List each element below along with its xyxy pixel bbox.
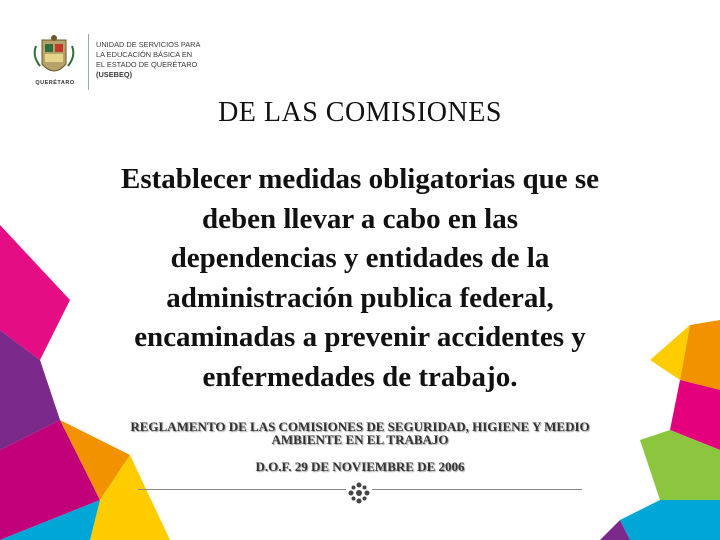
- header-divider: [88, 34, 89, 90]
- gov-name: QUERÉTARO: [35, 80, 75, 86]
- right-shape-5: [620, 500, 720, 540]
- citation-line: AMBIENTE EN EL TRABAJO: [271, 432, 449, 447]
- body-text: [80, 160, 640, 397]
- body-line: dependencias y entidades de la: [170, 242, 550, 274]
- usebeq-line: EL ESTADO DE QUERÉTARO: [96, 60, 198, 69]
- body-line: Establecer medidas obligatorias que se: [121, 163, 599, 195]
- body-line: enfermedades de trabajo.: [202, 360, 518, 393]
- body-line: encaminadas a prevenir accidentes y: [134, 321, 586, 353]
- citation: [80, 420, 640, 446]
- usebeq-line: UNIDAD DE SERVICIOS PARA: [96, 40, 201, 49]
- usebeq-logo-text: [96, 40, 236, 80]
- dof-date: D.O.F. 29 DE NOVIEMBRE DE 2006: [255, 459, 465, 474]
- body-line: deben llevar a cabo en las: [201, 202, 519, 235]
- usebeq-line: LA EDUCACIÓN BÁSICA EN: [96, 50, 193, 59]
- usebeq-abbreviation: (USEBEQ): [96, 70, 133, 79]
- slide-title: DE LAS COMISIONES: [218, 97, 502, 128]
- flower-ornament-icon: [346, 480, 372, 506]
- body-line: administración publica federal,: [166, 281, 554, 314]
- citation-line: REGLAMENTO DE LAS COMISIONES DE SEGURIDAD, HIGIENE Y MEDIO: [130, 419, 590, 434]
